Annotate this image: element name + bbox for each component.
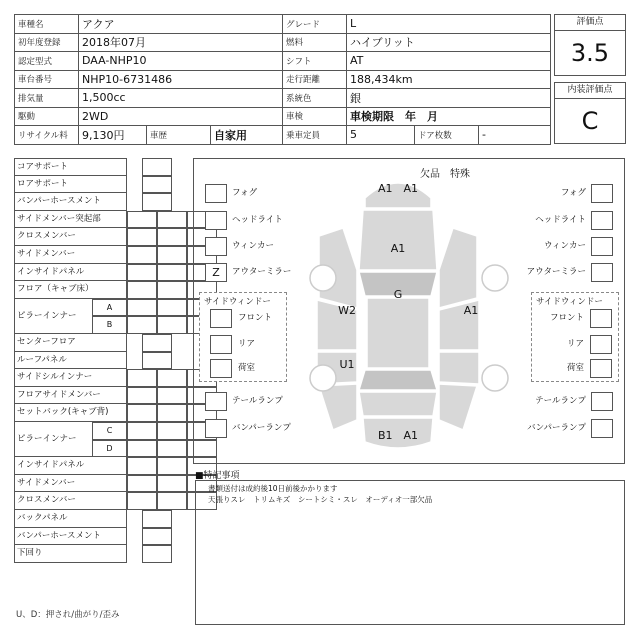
frame-item-label: ピラーインナー	[14, 299, 127, 334]
overall-score-label: 評価点	[555, 15, 625, 31]
left-side-window-checkbox[interactable]	[210, 359, 232, 378]
spec-label: 駆動	[15, 107, 79, 126]
right-missing-checkbox[interactable]	[591, 263, 613, 282]
spec-label: 車検	[283, 107, 347, 126]
right-side-window-checkbox[interactable]	[590, 309, 612, 328]
spec-value: -	[479, 126, 551, 145]
frame-check-cell[interactable]	[127, 264, 157, 282]
frame-check-cell[interactable]	[157, 457, 187, 475]
frame-item-label: コアサポート	[14, 158, 127, 176]
spec-value: アクア	[79, 15, 283, 34]
spec-value: 車検期限 年 月	[347, 107, 551, 126]
right-missing-label: アウターミラー	[526, 267, 586, 277]
frame-check-cell[interactable]	[157, 387, 187, 405]
left-front-wheel	[310, 265, 336, 291]
right-missing-checkbox[interactable]	[591, 237, 613, 256]
code-left-rear-door: U1	[339, 358, 355, 371]
frame-check-cell[interactable]	[157, 369, 187, 387]
frame-check-cell[interactable]	[127, 316, 157, 334]
frame-check-cell[interactable]	[157, 211, 187, 229]
interior-score-box	[554, 82, 626, 144]
pillar-sub-label: A	[92, 299, 127, 317]
spec-value: 1,500cc	[79, 89, 283, 108]
pillar-sub-label: C	[92, 422, 127, 440]
right-lamp-label: テールランプ	[535, 396, 586, 406]
right-missing-label: フォグ	[560, 188, 586, 198]
frame-item-label: フロア（キャブ床）	[14, 281, 127, 299]
frame-check-cell[interactable]	[127, 440, 157, 458]
spec-row	[15, 52, 551, 71]
frame-check-cell[interactable]	[157, 246, 187, 264]
spec-value: 9,130円	[79, 126, 147, 145]
interior-score-value: C	[581, 107, 599, 135]
frame-item-label: ピラーインナー	[14, 422, 127, 457]
frame-item-label: バンパーホースメント	[14, 193, 127, 211]
spec-row	[15, 89, 551, 108]
frame-item-label: 下回り	[14, 545, 127, 563]
frame-item-label: インサイドパネル	[14, 264, 127, 282]
spec-label: 車種名	[15, 15, 79, 34]
frame-item-label: ロアサポート	[14, 176, 127, 194]
right-side-window-label: フロント	[549, 313, 584, 323]
left-lamp-checkbox[interactable]	[205, 419, 227, 438]
frame-check-cell[interactable]	[127, 369, 157, 387]
spec-row	[15, 126, 551, 145]
code-front-bumper: A1 A1	[377, 182, 419, 195]
frame-check-cell[interactable]	[157, 422, 187, 440]
spec-label: シフト	[283, 52, 347, 71]
left-side-window-label: リア	[238, 339, 256, 349]
left-lamp-label: バンパーランプ	[232, 423, 291, 433]
spec-label: 系統色	[283, 89, 347, 108]
code-hood: A1	[390, 242, 406, 255]
right-lamp-checkbox[interactable]	[591, 392, 613, 411]
right-side-window-checkbox[interactable]	[590, 359, 612, 378]
pillar-sub-label: D	[92, 440, 127, 458]
frame-check-cell[interactable]	[127, 404, 157, 422]
right-missing-checkbox[interactable]	[591, 184, 613, 203]
spec-value: 2WD	[79, 107, 283, 126]
frame-check-cell[interactable]	[127, 422, 157, 440]
rear-window	[359, 370, 437, 390]
frame-check-cell[interactable]	[142, 193, 172, 211]
notes-title: ■特記事項	[195, 471, 240, 481]
spec-label: グレード	[283, 15, 347, 34]
spec-value: 5	[347, 126, 415, 145]
spec-value: 2018年07月	[79, 33, 283, 52]
spec-value: 188,434km	[347, 70, 551, 89]
left-missing-label: フォグ	[232, 188, 258, 198]
right-side-window-panel	[531, 292, 619, 382]
spec-value: AT	[347, 52, 551, 71]
hood-panel	[359, 210, 437, 270]
frame-check-cell[interactable]	[142, 334, 172, 352]
spec-label: 車台番号	[15, 70, 79, 89]
frame-legend: U、D：押され/曲がり/歪み	[16, 610, 120, 620]
spec-row	[15, 33, 551, 52]
spec-value: DAA-NHP10	[79, 52, 283, 71]
spec-value: ハイブリット	[347, 33, 551, 52]
left-missing-label: ウィンカー	[232, 241, 274, 251]
roof-panel	[367, 298, 429, 368]
left-lamp-checkbox[interactable]	[205, 392, 227, 411]
frame-item-label: フロアサイドメンバー	[14, 387, 127, 405]
frame-check-cell[interactable]	[127, 228, 157, 246]
spec-label: 乗車定員	[283, 126, 347, 145]
spec-label: 初年度登録	[15, 33, 79, 52]
frame-check-cell[interactable]	[142, 176, 172, 194]
note-line: 天張りスレ トリムキズ シートシミ・スレ オーディオ一部欠品	[208, 495, 433, 504]
interior-score-label: 内装評価点	[555, 83, 625, 99]
left-side-window-checkbox[interactable]	[210, 335, 232, 354]
right-lamp-checkbox[interactable]	[591, 419, 613, 438]
frame-check-cell[interactable]	[142, 545, 172, 563]
left-side-window-label: フロント	[238, 313, 273, 323]
frame-check-cell[interactable]	[157, 228, 187, 246]
frame-check-cell[interactable]	[142, 158, 172, 176]
note-line: 書類送付は成約後10日前後かかります	[208, 484, 338, 493]
frame-item-label: センターフロア	[14, 334, 127, 352]
frame-item-label: サイドメンバー	[14, 246, 127, 264]
left-missing-label: アウターミラー	[232, 267, 292, 277]
frame-check-cell[interactable]	[157, 316, 187, 334]
frame-item-label: サイドシルインナー	[14, 369, 127, 387]
frame-check-cell[interactable]	[157, 281, 187, 299]
right-rear-wheel	[482, 365, 508, 391]
spec-label: 排気量	[15, 89, 79, 108]
right-lamp-label: バンパーランプ	[527, 423, 586, 433]
frame-item-label: ルーフパネル	[14, 352, 127, 370]
spec-value: 自家用	[211, 126, 283, 145]
left-rear-wheel	[310, 365, 336, 391]
frame-item-label: クロスメンバー	[14, 228, 127, 246]
spec-label: 認定型式	[15, 52, 79, 71]
spec-row	[15, 15, 551, 34]
frame-item-label: インサイドパネル	[14, 457, 127, 475]
side-window-title: サイドウィンドー	[204, 297, 271, 307]
left-lamp-label: テールランプ	[232, 396, 283, 406]
frame-check-cell[interactable]	[157, 299, 187, 317]
vehicle-spec-table	[14, 14, 551, 145]
spec-label: 車歴	[147, 126, 211, 145]
frame-item-label: セットバック(キャブ背)	[14, 404, 127, 422]
right-rear-door	[439, 352, 479, 384]
frame-check-cell[interactable]	[127, 299, 157, 317]
left-side-window-checkbox[interactable]	[210, 309, 232, 328]
frame-item-label: クロスメンバー	[14, 492, 127, 510]
right-missing-label: ヘッドライト	[535, 215, 586, 225]
frame-check-cell[interactable]	[127, 457, 157, 475]
frame-check-cell[interactable]	[157, 264, 187, 282]
code-right-side: A1	[463, 304, 479, 317]
code-rear: B1 A1	[377, 429, 419, 442]
spec-row	[15, 70, 551, 89]
right-missing-label: ウィンカー	[544, 241, 586, 251]
frame-check-cell[interactable]	[127, 387, 157, 405]
frame-check-cell[interactable]	[127, 281, 157, 299]
code-left-front-door: W2	[338, 304, 356, 317]
frame-item-label: サイドメンバー	[14, 475, 127, 493]
frame-check-cell[interactable]	[127, 475, 157, 493]
frame-check-cell[interactable]	[142, 510, 172, 528]
frame-check-cell[interactable]	[157, 440, 187, 458]
spec-row	[15, 107, 551, 126]
frame-check-cell[interactable]	[127, 246, 157, 264]
right-rear-quarter	[439, 384, 477, 430]
right-side-window-checkbox[interactable]	[590, 335, 612, 354]
overall-score-value: 3.5	[570, 39, 610, 67]
right-side-window-label: リア	[566, 339, 584, 349]
spec-label: リサイクル料	[15, 126, 79, 145]
left-missing-checkbox[interactable]	[205, 237, 227, 256]
frame-check-cell[interactable]	[157, 492, 187, 510]
side-window-title: サイドウィンドー	[536, 297, 603, 307]
left-side-window-label: 荷室	[238, 363, 256, 373]
left-side-window-panel	[199, 292, 287, 382]
frame-check-cell[interactable]	[142, 528, 172, 546]
frame-item-label: バンパーホースメント	[14, 528, 127, 546]
frame-check-cell[interactable]	[157, 475, 187, 493]
left-missing-checkbox[interactable]	[205, 184, 227, 203]
right-side-window-label: 荷室	[566, 363, 584, 373]
notes-box	[195, 480, 625, 625]
right-front-fender	[439, 228, 477, 308]
spec-label: 燃料	[283, 33, 347, 52]
overall-score-box	[554, 14, 626, 76]
right-missing-checkbox[interactable]	[591, 211, 613, 230]
frame-check-cell[interactable]	[157, 404, 187, 422]
frame-item-label: バックパネル	[14, 510, 127, 528]
frame-check-cell[interactable]	[127, 211, 157, 229]
spec-value: 銀	[347, 89, 551, 108]
left-missing-label: ヘッドライト	[232, 215, 283, 225]
spec-label: ドア枚数	[415, 126, 479, 145]
code-roof: G	[393, 288, 403, 301]
frame-check-cell[interactable]	[127, 492, 157, 510]
spec-value: L	[347, 15, 551, 34]
trunk-panel	[359, 392, 437, 416]
spec-label: 走行距離	[283, 70, 347, 89]
diagram-title: 欠品 特殊	[420, 169, 470, 180]
frame-item-label: サイドメンバー突起部	[14, 211, 127, 229]
pillar-sub-label: B	[92, 316, 127, 334]
left-missing-checkbox[interactable]	[205, 211, 227, 230]
frame-check-cell[interactable]	[142, 352, 172, 370]
left-missing-checkbox[interactable]: Z	[205, 263, 227, 282]
spec-value: NHP10-6731486	[79, 70, 283, 89]
